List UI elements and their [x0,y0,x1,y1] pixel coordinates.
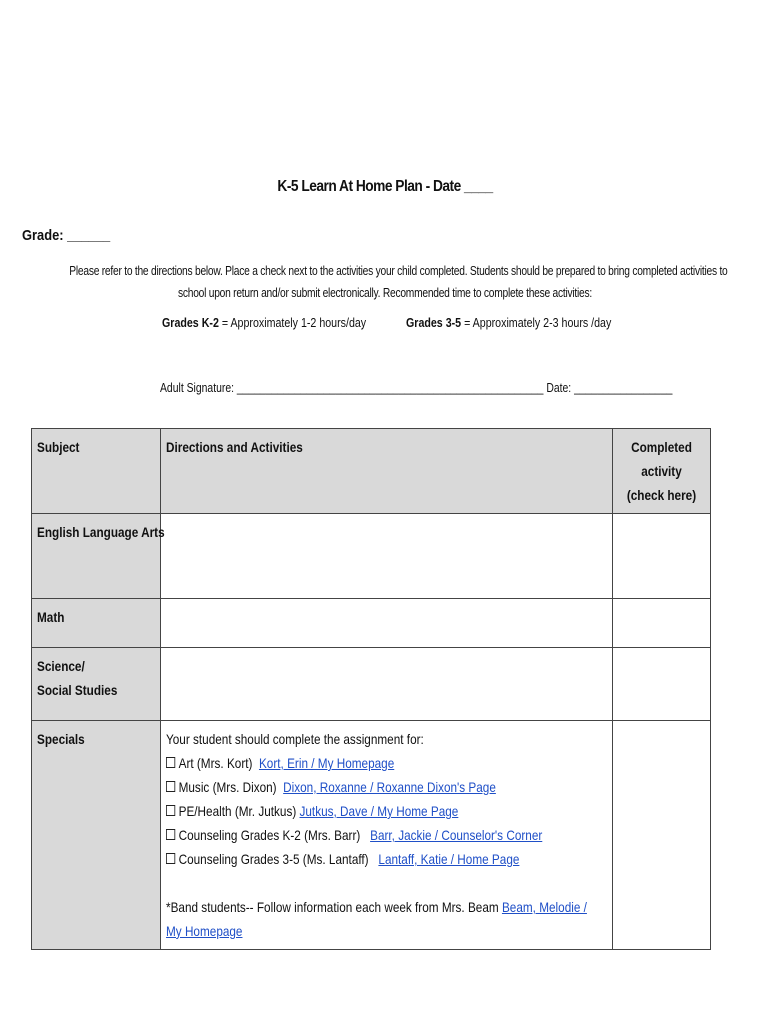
signature-line: Adult Signature: _____________________________________________________ Date: _________________ [160,380,673,395]
directions-ela[interactable] [161,514,613,599]
link-pe[interactable]: Jutkus, Dave / My Home Page [299,803,459,819]
time-k2-value: = Approximately 1-2 hours/day [218,315,367,330]
check-ela[interactable] [613,514,711,599]
intro-line-1: Please refer to the directions below. Place a check next to the activities your child completed. Students should be prepared to bring completed activities to [69,264,728,278]
specials-intro: Your student should complete the assignment for: [166,731,424,747]
specials-item-music: Music (Mrs. Dixon) Dixon, Roxanne / Roxanne Dixon's Page [166,775,536,799]
specials-item-art: Art (Mrs. Kort) Kort, Erin / My Homepage [166,751,536,775]
header-directions: Directions and Activities [161,429,613,514]
specials-item-counseling-k2: Counseling Grades K-2 (Mrs. Barr) Barr, Jackie / Counselor's Corner [166,823,536,847]
grade-label: Grade: ______ [22,227,111,244]
intro-text [0,260,770,304]
check-science[interactable] [613,648,711,721]
directions-science[interactable] [161,648,613,721]
subject-math: Math [32,599,161,648]
checkbox-icon[interactable] [166,757,175,768]
link-counseling-k2[interactable]: Barr, Jackie / Counselor's Corner [370,827,543,843]
table-row-ela [32,514,711,599]
table-row-math [32,599,711,648]
time-k2-label: Grades K-2 [162,315,219,330]
time-3-5-value: = Approximately 2-3 hours /day [461,315,612,330]
link-band[interactable]: Beam, Melodie / My Homepage [166,899,587,939]
link-counseling-35[interactable]: Lantaff, Katie / Home Page [378,851,520,867]
link-art[interactable]: Kort, Erin / My Homepage [258,755,395,771]
header-subject: Subject [32,429,161,514]
directions-specials [161,721,613,950]
specials-item-pe: PE/Health (Mr. Jutkus) Jutkus, Dave / My Home Page [166,799,536,823]
check-math[interactable] [613,599,711,648]
subject-science-line-2: Social Studies [37,682,118,698]
table-row-science [32,648,711,721]
subject-science-line-1: Science/ [37,658,85,674]
check-specials[interactable] [613,721,711,950]
subject-ela: English Language Arts [32,514,161,599]
table-header-row [32,429,711,514]
link-music[interactable]: Dixon, Roxanne / Roxanne Dixon's Page [283,779,496,795]
band-note: *Band students-- Follow information each week from Mrs. Beam Beam, Melodie / My Homepage [166,899,587,939]
activity-table [31,428,711,950]
header-completed-line-3: (check here) [626,487,697,503]
time-3-5-label: Grades 3-5 [406,315,462,330]
header-completed [613,429,711,514]
header-completed-line-1: Completed [631,439,692,455]
checkbox-icon[interactable] [166,781,175,792]
page-title: K-5 Learn At Home Plan - Date ____ [277,178,493,195]
subject-specials: Specials [32,721,161,950]
time-k2 [162,315,366,330]
header-completed-line-2: activity [641,463,682,479]
checkbox-icon[interactable] [166,805,175,816]
time-3-5 [406,315,611,330]
directions-math[interactable] [161,599,613,648]
checkbox-icon[interactable] [166,829,175,840]
checkbox-icon[interactable] [166,853,175,864]
intro-line-2: school upon return and/or submit electronically. Recommended time to complete these activities: [178,286,592,300]
table-row-specials [32,721,711,950]
specials-item-counseling-35: Counseling Grades 3-5 (Ms. Lantaff) Lantaff, Katie / Home Page [166,847,536,871]
subject-science [32,648,161,721]
